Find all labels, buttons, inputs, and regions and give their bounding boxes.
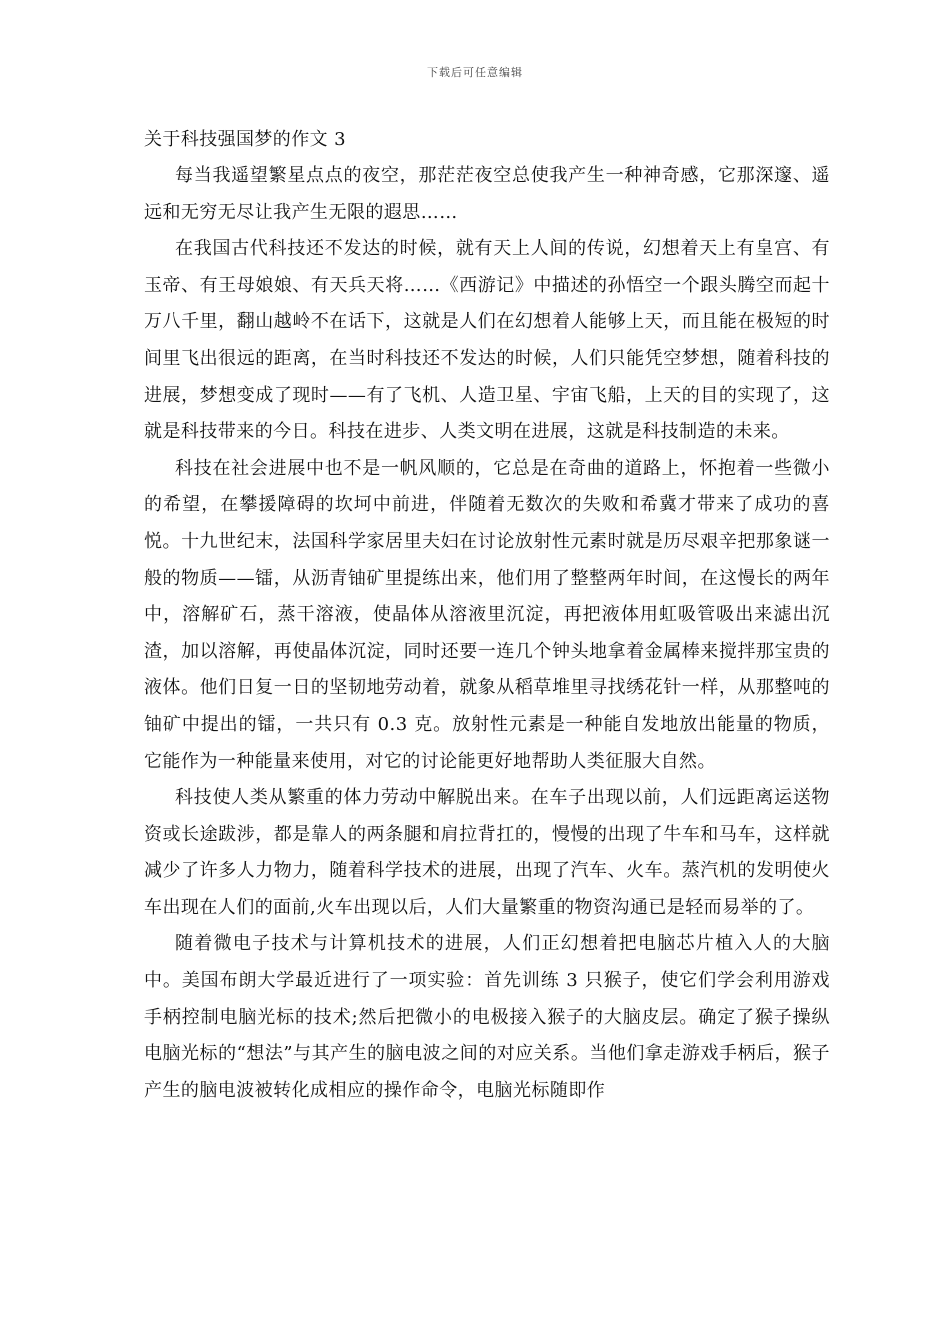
essay-title: 关于科技强国梦的作文 3: [144, 129, 346, 150]
essay-paragraph-4: 科技使人类从繁重的体力劳动中解脱出来。在车子出现以前，人们远距离运送物资或长途跋涉，都是靠人的两条腿和肩拉背扛的，慢慢的出现了牛车和马车，这样就减少了许多人力物力，随着科学技术的进展，出现了汽车、火车。蒸汽机的发明使火车出现在人们的面前,火车出现以后，人们大量繁重的物资沟通已是轻而易举的了。: [144, 787, 830, 918]
essay-body: [144, 122, 830, 1109]
download-note: 下载后可任意编辑: [427, 66, 523, 79]
essay-paragraph-3: 科技在社会进展中也不是一帆风顺的，它总是在奇曲的道路上，怀抱着一些微小的希望，在攀援障碍的坎坷中前进，伴随着无数次的失败和希冀才带来了成功的喜悦。十九世纪末，法国科学家居里夫妇在讨论放射性元素时就是历尽艰辛把那象谜一般的物质——镭，从沥青铀矿里提练出来，他们用了整整两年时间，在这慢长的两年中，溶解矿石，蒸干溶液，使晶体从溶液里沉淀，再把液体用虹吸管吸出来滤出沉渣，加以溶解，再使晶体沉淀，同时还要一连几个钟头地拿着金属棒来搅拌那宝贵的液体。他们日复一日的坚韧地劳动着，就象从稻草堆里寻找绣花针一样，从那整吨的铀矿中提出的镭，一共只有 0.3 克。放射性元素是一种能自发地放出能量的物质，它能作为一种能量来使用，对它的讨论能更好地帮助人类征服大自然。: [144, 457, 830, 772]
essay-paragraph-2: 在我国古代科技还不发达的时候，就有天上人间的传说，幻想着天上有皇宫、有玉帝、有王母娘娘、有天兵天将……《西游记》中描述的孙悟空一个跟头腾空而起十万八千里，翻山越岭不在话下，这就是人们在幻想着人能够上天，而且能在极短的时间里飞出很远的距离，在当时科技还不发达的时候，人们只能凭空梦想，随着科技的进展，梦想变成了现时——有了飞机、人造卫星、宇宙飞船，上天的目的实现了，这就是科技带来的今日。科技在进步、人类文明在进展，这就是科技制造的未来。: [144, 238, 830, 443]
essay-paragraph-5: 随着微电子技术与计算机技术的进展，人们正幻想着把电脑芯片植入人的大脑中。美国布朗大学最近进行了一项实验：首先训练 3 只猴子，使它们学会利用游戏手柄控制电脑光标的技术;然后把微小的电极接入猴子的大脑皮层。确定了猴子操纵电脑光标的“想法”与其产生的脑电波之间的对应关系。当他们拿走游戏手柄后，猴子产生的脑电波被转化成相应的操作命令，电脑光标随即作: [144, 933, 830, 1101]
essay-paragraph-1: 每当我遥望繁星点点的夜空，那茫茫夜空总使我产生一种神奇感，它那深邃、遥远和无穷无尽让我产生无限的遐思……: [144, 165, 830, 223]
